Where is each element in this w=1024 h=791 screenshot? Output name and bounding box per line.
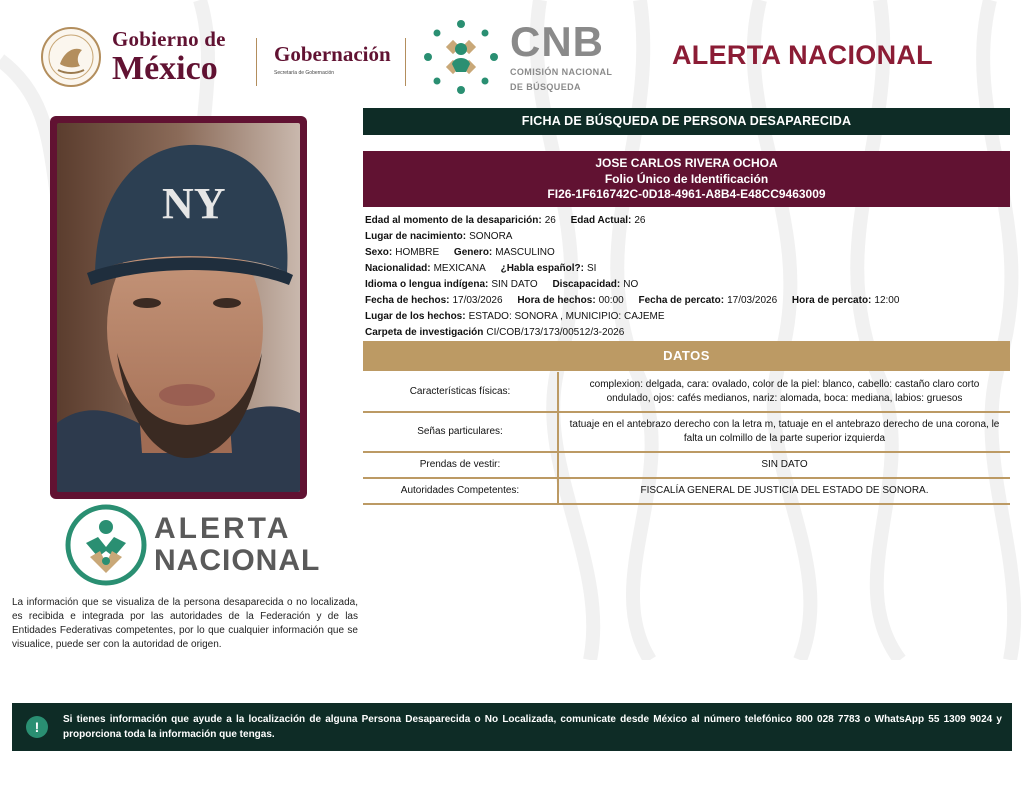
alerta-nacional-logo xyxy=(64,502,324,587)
caracteristicas-value: complexion: delgada, cara: ovalado, color de la piel: blanco, cabello: castaño claro corto ondulado, ojos: cafés medianos, nariz: alomada, boca: mediana, labios: gruesos xyxy=(558,372,1010,412)
datos-table xyxy=(363,372,1010,505)
gobernacion-title: Gobernación xyxy=(274,42,391,66)
discapacidad-label: Discapacidad: xyxy=(552,279,621,290)
footer-text: Si tienes información que ayude a la localización de alguna Persona Desaparecida o No Localizada, comunicate desde México al número telefónico 800 028 7783 o WhatsApp 55 1309 9024 y proporciona toda la información que tengas. xyxy=(63,714,1002,740)
idioma-value: SIN DATO xyxy=(491,279,538,290)
alerta-nacional-icon xyxy=(64,503,148,587)
table-row xyxy=(363,478,1010,504)
fecha-hechos-value: 17/03/2026 xyxy=(452,295,503,306)
info-row xyxy=(365,245,1010,261)
gobierno-line2: México xyxy=(112,49,218,87)
nacionalidad-label: Nacionalidad: xyxy=(365,263,431,274)
carpeta-label: Carpeta de investigación xyxy=(365,327,484,338)
edad-desaparicion-label: Edad al momento de la desaparición: xyxy=(365,215,542,226)
fecha-hechos-label: Fecha de hechos: xyxy=(365,295,450,306)
gobierno-line1: Gobierno de xyxy=(112,26,226,51)
idioma-label: Idioma o lengua indígena: xyxy=(365,279,489,290)
lugar-nacimiento-value: SONORA xyxy=(469,231,513,242)
ficha-title: FICHA DE BÚSQUEDA DE PERSONA DESAPARECIDA xyxy=(363,108,1010,135)
discapacidad-value: NO xyxy=(623,279,639,290)
genero-value: MASCULINO xyxy=(495,247,555,258)
cnb-acronym: CNB xyxy=(510,18,604,65)
folio-id: FI26-1F616742C-0D18-4961-A8B4-E48CC9463009 xyxy=(547,187,826,201)
carpeta-value: CI/COB/173/173/00512/3-2026 xyxy=(486,327,625,338)
cnb-mark-icon xyxy=(420,16,502,98)
datos-title: DATOS xyxy=(363,341,1010,371)
info-row xyxy=(365,277,1010,293)
info-row xyxy=(365,293,1010,309)
header-divider xyxy=(256,38,257,86)
lugar-hechos-value: ESTADO: SONORA , MUNICIPIO: CAJEME xyxy=(468,311,665,322)
info-row xyxy=(365,229,1010,245)
autoridades-label: Autoridades Competentes: xyxy=(363,478,558,504)
info-row xyxy=(365,309,1010,325)
info-row xyxy=(365,325,1010,341)
gobernacion-logo xyxy=(274,42,391,76)
caracteristicas-label: Características físicas: xyxy=(363,372,558,412)
prendas-value: SIN DATO xyxy=(558,452,1010,478)
header-divider xyxy=(405,38,406,86)
info-row xyxy=(365,261,1010,277)
person-name-bar xyxy=(363,151,1010,207)
person-info xyxy=(365,213,1010,341)
habla-espanol-label: ¿Habla español?: xyxy=(500,263,584,274)
national-seal-icon xyxy=(40,26,102,88)
senas-value: tatuaje en el antebrazo derecho con la letra m, tatuaje en el antebrazo derecho de una corona, le falta un colmillo de la parte superior izquierda xyxy=(558,412,1010,452)
sexo-value: HOMBRE xyxy=(395,247,440,258)
edad-actual-label: Edad Actual: xyxy=(570,215,632,226)
nacionalidad-value: MEXICANA xyxy=(433,263,486,274)
edad-actual-value: 26 xyxy=(634,215,646,226)
table-row xyxy=(363,452,1010,478)
prendas-label: Prendas de vestir: xyxy=(363,452,558,478)
cnb-name-line2: DE BÚSQUEDA xyxy=(510,82,581,92)
folio-label: Folio Único de Identificación xyxy=(604,171,769,186)
person-name: JOSE CARLOS RIVERA OCHOA xyxy=(595,156,778,170)
edad-desaparicion-value: 26 xyxy=(544,215,556,226)
hora-hechos-value: 00:00 xyxy=(598,295,624,306)
gobernacion-subtitle: Secretaría de Gobernación xyxy=(274,70,335,76)
person-photo xyxy=(57,123,300,492)
hora-hechos-label: Hora de hechos: xyxy=(517,295,596,306)
fecha-percato-value: 17/03/2026 xyxy=(727,295,778,306)
habla-espanol-value: SI xyxy=(586,263,597,274)
exclamation-icon: ! xyxy=(26,716,48,738)
cnb-logo xyxy=(420,16,612,98)
hora-percato-value: 12:00 xyxy=(874,295,900,306)
sexo-label: Sexo: xyxy=(365,247,393,258)
senas-label: Señas particulares: xyxy=(363,412,558,452)
info-row xyxy=(365,213,1010,229)
fecha-percato-label: Fecha de percato: xyxy=(638,295,725,306)
disclaimer-text: La información que se visualiza de la persona desaparecida o no localizada, es recibida e integrada por las autoridades de la Federación y de las Entidades Federativas competentes, por lo que cualquier información que se visualice, puede ser con la autoridad de origen. xyxy=(12,597,358,650)
lugar-nacimiento-label: Lugar de nacimiento: xyxy=(365,231,467,242)
autoridades-value: FISCALÍA GENERAL DE JUSTICIA DEL ESTADO DE SONORA. xyxy=(558,478,1010,504)
logo-line2: NACIONAL xyxy=(154,543,321,577)
gobierno-de-mexico-logo xyxy=(40,22,240,92)
footer-banner xyxy=(12,703,1012,751)
table-row xyxy=(363,412,1010,452)
genero-label: Genero: xyxy=(453,247,493,258)
lugar-hechos-label: Lugar de los hechos: xyxy=(365,311,466,322)
cnb-name-line1: COMISIÓN NACIONAL xyxy=(510,67,613,77)
logo-line1: ALERTA xyxy=(154,511,292,545)
alert-title: ALERTA NACIONAL xyxy=(672,40,933,70)
svg-text:NY: NY xyxy=(162,179,226,228)
person-photo-frame xyxy=(50,116,307,499)
table-row xyxy=(363,372,1010,412)
hora-percato-label: Hora de percato: xyxy=(791,295,872,306)
